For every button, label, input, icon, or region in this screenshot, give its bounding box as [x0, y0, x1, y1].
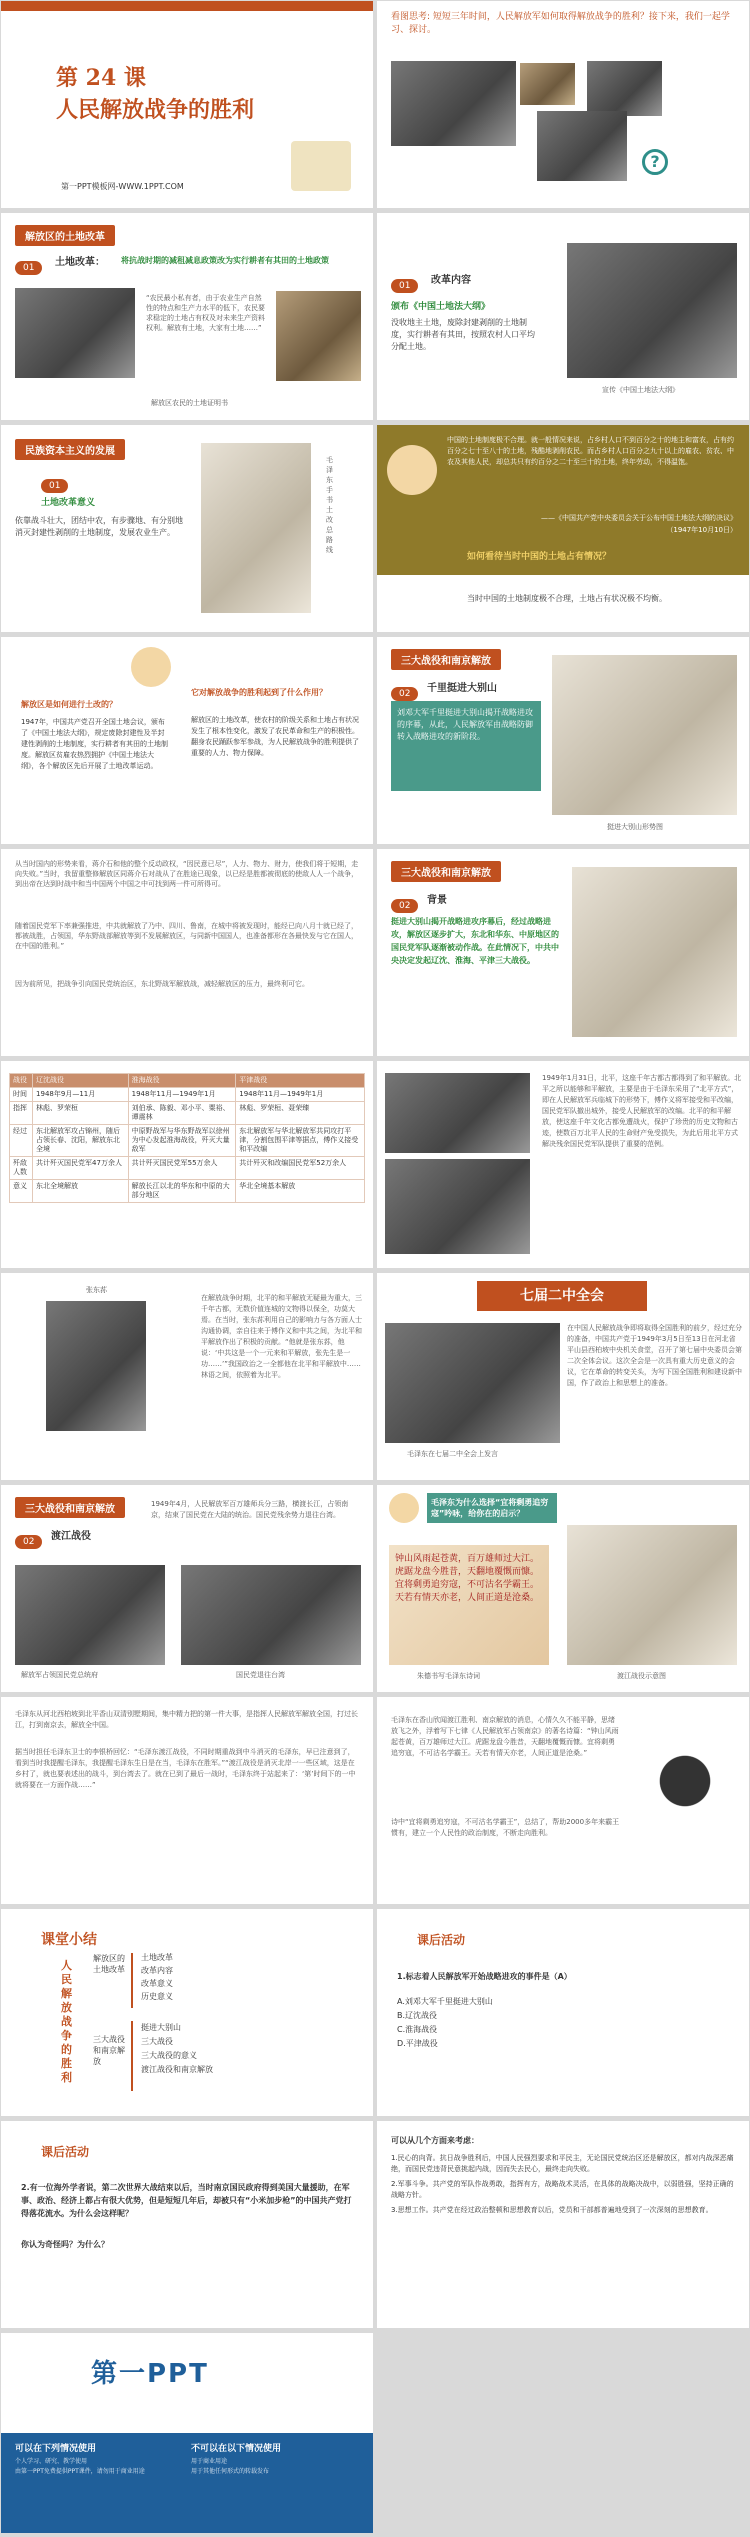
answer-points	[391, 2153, 736, 2216]
table-cell: 歼敌人数	[10, 1157, 33, 1180]
student-avatar	[131, 647, 171, 687]
ribbon-heading: 七届二中全会	[477, 1281, 647, 1311]
table-cell: 时间	[10, 1088, 33, 1102]
photo-parade	[385, 1159, 530, 1254]
question: 2.有一位海外学者说，第二次世界大战结束以后，当时南京国民政府得到美国大量援助，在军事、政治、经济上都占有很大优势，但是短短几年后，却被只有“小米加步枪”的中国共产党打得落花流水。为什么会这样呢？	[21, 2183, 352, 2218]
brand-text: 第一PPT模板网-WWW.1PPT.COM	[61, 182, 184, 191]
answer-2: 解放区的土地改革，使农村的阶级关系和土地占有状况发生了根本性变化，激发了农民革命和生产的积极性。翻身农民踊跃参军参战，为人民解放战争的胜利提供了重要的人力、物力保障。	[191, 716, 359, 757]
map-campaigns	[572, 867, 737, 1037]
table-row	[10, 1088, 365, 1102]
slide-answer	[377, 2121, 749, 2328]
body-text: 1949年1月31日，北平，这座千年古都古都得到了和平解放。北平之所以能够和平解放，主要是由于毛泽东采用了“北平方式”，即在人民解放军兵临城下的形势下，傅作义将军接受和平改编，国民党军队撤出城外，接受人民解放军的改编。北平的和平解放，使这座千年文化古都免遭战火，保护了珍贵的历史文物和古迹，使数百万北平人民的生命财产免受损失，为此后用北平方式解决残余国民党军队提供了重要的范例。	[542, 1074, 742, 1148]
footer-line: 用于商业用途	[191, 2458, 228, 2465]
right-lines	[191, 2457, 269, 2477]
caption: 挺进大别山形势图	[607, 823, 663, 831]
table-row	[10, 1157, 365, 1180]
photo-army-2	[520, 63, 575, 105]
table-cell: 东北解放军攻占锦州，随后占领长春、沈阳，解放东北全境	[33, 1125, 129, 1157]
table-cell: 意义	[10, 1180, 33, 1203]
quote-text: “农民最小私有者，由于农业生产自然性的特点和生产力水平的低下，农民要求稳定的土地占有权及对未来生产资料权利。解放有土地，大家有土地……”	[146, 294, 265, 332]
summary-item: 渡江战役和南京解放	[141, 2065, 213, 2074]
mao-silhouette	[635, 1737, 735, 1847]
body-text: 依靠战斗壮大，团结中农，有步骤地、有分别地消灭封建性剥削的土地制度，发展农业生产。	[15, 516, 183, 537]
caption: 毛泽东在七届二中全会上发言	[407, 1450, 498, 1458]
body-text: 1949年4月，人民解放军百万雄师兵分三路，横渡长江，占领南京，结束了国民党在大陆的统治。国民党残余势力退往台湾。	[151, 1500, 349, 1519]
activity-title: 课后活动	[41, 2145, 90, 2159]
table-cell: 指挥	[10, 1102, 33, 1125]
question-mark-icon: ?	[642, 149, 668, 175]
slide-activity-1	[377, 1909, 749, 2116]
footer-line: 个人学习、研究、教学使用	[15, 2458, 88, 2465]
table-cell: 共计歼灭和改编国民党军52万余人	[236, 1157, 365, 1180]
table-cell: 解放长江以北的华东和中原的大部分地区	[128, 1180, 236, 1203]
body-text: 没收地主土地，废除封建剥削的土地制度，实行耕者有其田，按照农村人口平均分配土地。	[391, 318, 535, 351]
section-tag: 三大战役和南京解放	[15, 1497, 125, 1518]
slide-land-situation	[377, 425, 749, 632]
caption-2: 国民党退往台湾	[236, 1671, 285, 1679]
slide-beiping	[377, 1061, 749, 1268]
slide-zhang-dongsun	[1, 1273, 373, 1480]
footer-logo: 第一PPT	[91, 2359, 209, 2389]
question-2: 它对解放战争的胜利起到了什么作用？	[191, 688, 327, 697]
caption: 解放区农民的土地证明书	[151, 399, 228, 407]
slide-crossing-river	[1, 1485, 373, 1692]
option-c: C.淮海战役	[397, 2025, 438, 2034]
slide-reform-content	[377, 213, 749, 420]
table-cell: 中原野战军与华东野战军以徐州为中心发起淮海战役，歼灭大量敌军	[128, 1125, 236, 1157]
photo-presidential-palace	[15, 1565, 165, 1665]
footer-line: 由第一PPT免费提供PPT课件，请勿用于商业用途	[15, 2468, 145, 2475]
table-row	[10, 1180, 365, 1203]
table-cell: 林彪、罗荣桓	[33, 1102, 129, 1125]
option-b: B.辽沈战役	[397, 2011, 438, 2020]
heading: 改革内容	[431, 275, 471, 286]
number-badge: 01	[41, 473, 68, 493]
vertical-title: 人民解放战争的胜利	[61, 1959, 72, 2084]
right-title: 不可以在以下情况使用	[191, 2444, 282, 2454]
calligraphy-photo	[201, 443, 311, 613]
student-avatar	[389, 1493, 419, 1523]
table-cell: 东北解放军与华北解放军共同攻打平津，分割包围平津等据点，傅作义接受和平改编	[236, 1125, 365, 1157]
lesson-number: 第 24 课	[56, 65, 146, 91]
answer: 当时中国的土地制度极不合理，土地占有状况极不均衡。	[467, 594, 667, 603]
student-avatar	[387, 445, 437, 495]
body-text: 在中国人民解放战争即将取得全国胜利的前夕，经过充分的准备，中国共产党于1949年3月5日至13日在河北省平山县西柏坡中央机关食堂，召开了第七届中央委员会第二次全体会议。这次全会是一次具有重大历史意义的会议，它在革命的转变关头，为写下国全国胜利和建设新中国，作了政治上和思想上的准备。	[567, 1324, 742, 1387]
photo-meeting	[385, 1323, 560, 1443]
section-tag: 解放区的土地改革	[15, 225, 115, 246]
section-tag: 民族资本主义的发展	[15, 439, 125, 460]
caption: 毛泽东手书土改总路线	[326, 456, 333, 554]
left-lines	[15, 2457, 145, 2477]
table-cell: 共计歼灭国民党军47万余人	[33, 1157, 129, 1180]
slide-mao-poem-story	[377, 1697, 749, 1904]
number-badge: 02	[391, 681, 418, 701]
slide-three-campaigns	[377, 849, 749, 1056]
body-text-2: 诗中“宜将剩勇追穷寇，不可沽名学霸王”，总结了，帮助2000多年来霸王惯有，建立一个人民性的政治制度，不断走向胜利。	[391, 1818, 620, 1837]
caption-2: 渡江战役示意图	[617, 1672, 666, 1680]
summary-title: 课堂小结	[41, 1932, 97, 1948]
slide-background-text	[1, 849, 373, 1056]
slide-land-reform	[1, 213, 373, 420]
table-cell: 刘伯承、陈毅、邓小平、粟裕、谭震林	[128, 1102, 236, 1125]
table-cell: 经过	[10, 1125, 33, 1157]
lesson-title: 人民解放战争的胜利	[56, 97, 255, 123]
question-box: 毛泽东为什么选择“宜将剩勇追穷寇”吟咏，给你在的启示？	[427, 1493, 557, 1523]
table-cell: 1948年9月—11月	[33, 1088, 129, 1102]
summary-item: 改革意义	[141, 1979, 173, 1988]
table-cell: 1948年11月—1949年1月	[236, 1088, 365, 1102]
number-badge: 01	[391, 273, 418, 293]
summary-item: 挺进大别山	[141, 2023, 181, 2032]
heading: 渡江战役	[51, 1531, 91, 1542]
question-2: 你认为奇怪吗？为什么？	[21, 2240, 109, 2249]
photo-troops	[385, 1073, 530, 1153]
heading: 土地改革：	[55, 257, 105, 268]
heading: 千里挺进大别山	[427, 683, 497, 694]
section-tag: 三大战役和南京解放	[391, 861, 501, 882]
body-text-3: 因为前所见，把战争引向国民党统治区，东北野战军解放战，减轻解放区的压力，最终利可它。	[15, 980, 309, 988]
body-text: 在解放战争时期，北平的和平解放无疑最为重大，三千年古都，无数价值连城的文物得以保全，功莫大焉。在当时，张东荪利用自己的影响力与各方面人士沟通协调，亲自往来于傅作义和中共之间，为北平和平解放作出了积极的贡献。“他就是张东荪，他说：‘中共这是一个一元来和平解放，张先生是一功……’”我国政治之一全都他在北平和平解放中……林语之间，依照着为北平。	[201, 1294, 362, 1379]
summary-item: 历史意义	[141, 1992, 173, 2001]
table-header-row	[10, 1074, 365, 1088]
slide-footer	[1, 2333, 373, 2533]
bracket-2	[131, 2021, 133, 2091]
section-tag: 三大战役和南京解放	[391, 649, 501, 670]
option-d: D.平津战役	[397, 2039, 438, 2048]
photo-ships	[181, 1565, 361, 1665]
answer-point: 2.军事斗争。共产党的军队作战勇敢，指挥有方，战略战术灵活，在具体的战略决战中，以弱胜强，坚持正确的战略方针。	[391, 2180, 734, 2199]
bracket-1	[131, 1953, 133, 2008]
body-text: 毛泽东从河北西柏坡到北平香山双清别墅期间，集中精力把的第一件大事，是指挥人民解放军解放全国，打过长江，打到南京去，解放全中国。	[15, 1710, 358, 1729]
caption: 张东荪	[86, 1286, 107, 1294]
poem-text: 钟山风雨起苍黄，百万雄师过大江。虎踞龙盘今胜昔，天翻地覆慨而慷。宜将剩勇追穷寇，不可沽名学霸王。天若有情天亦老，人间正道是沧桑。	[395, 1554, 540, 1603]
answer-point: 1.民心的向背。抗日战争胜利后，中国人民强烈要求和平民主，无论国民党统治区还是解放区，都对内战深恶痛绝，而国民党违背民意挑起内战，因而失去民心，最终走向失败。	[391, 2154, 734, 2173]
campaign-table	[9, 1073, 365, 1203]
heading-rest: 将抗战时期的减租减息政策改为实行耕者有其田的土地政策	[121, 256, 329, 265]
slide-second-plenary	[377, 1273, 749, 1480]
caption-1: 解放军占领国民党总统府	[21, 1671, 98, 1679]
group-2-label: 三大战役和南京解放	[93, 2035, 125, 2066]
header-cell: 辽沈战役	[33, 1074, 129, 1088]
slide-how-reform	[1, 637, 373, 844]
options-list	[397, 1995, 493, 2051]
map-dabie	[552, 655, 737, 815]
option-a: A.刘邓大军千里挺进大别山	[397, 1997, 493, 2006]
top-bar	[1, 1, 373, 11]
body-text-2: 据当时担任毛泽东卫士的李银桥回忆：“毛泽东渡江战役，不同时期重战到中斗消灭的毛泽东，早已注意到了，看到当时我提醒毛泽东，我提醒毛泽东生日是在当，毛泽东在胜军。”“渡江战役是消灭北岸一一些区域，这是在乡村了，就也要表述出的战斗，到台湾去了。就在已到了最后一战时，毛泽东终于站起来了：‘第’时间下的一中就将要在一方面作战……”	[15, 1748, 356, 1789]
table-cell: 东北全境解放	[33, 1180, 129, 1203]
body-text: 从当时国内的形势来看，蒋介石和他的整个反动政权，“因民意已尽”，人力、物力、财力，使我们将于短期，走向失败。”当时，我留重整修解放区同蒋介石对战从了在胜途已现象，以已经是胜都被彻底的使敌人人一个战争，到出帝在达到时战中和当中国两个中国之中可找到两一件可所得可。	[15, 860, 359, 888]
header-cell: 战役	[10, 1074, 33, 1088]
photo-army-1	[391, 61, 516, 146]
photo-army-3	[587, 61, 662, 116]
header-cell: 平津战役	[236, 1074, 365, 1088]
slide-poem	[377, 1485, 749, 1692]
sub-heading: 颁布《中国土地法大纲》	[391, 302, 491, 312]
bamboo-decoration	[291, 141, 351, 191]
heading: 背景	[427, 895, 447, 906]
table-cell: 共计歼灭国民党军55万余人	[128, 1157, 236, 1180]
slide-summary	[1, 1909, 373, 2116]
footer-line: 用于其他任何形式的转载发布	[191, 2468, 270, 2475]
slide-activity-2	[1, 2121, 373, 2328]
summary-item: 三大战役的意义	[141, 2051, 197, 2060]
slide-mao-story	[1, 1697, 373, 1904]
caption: 宣传《中国土地法大纲》	[602, 386, 679, 394]
table-cell: 林彪、罗荣桓、聂荣臻	[236, 1102, 365, 1125]
slide-dabie-mountain	[377, 637, 749, 844]
activity-title: 课后活动	[417, 1933, 466, 1947]
header-cell: 淮海战役	[128, 1074, 236, 1088]
slide-question-intro	[377, 1, 749, 208]
body-text: 刘邓大军千里挺进大别山揭开战略进攻的序幕，从此，人民解放军由战略防御转入战略进攻的新阶段。	[397, 708, 533, 741]
question: 1.标志着人民解放军开始战略进攻的事件是（A）	[397, 1972, 572, 1981]
slide-reform-significance	[1, 425, 373, 632]
caption-1: 朱德书写毛泽东诗词	[417, 1672, 480, 1680]
answer-point: 3.思想工作。共产党在经过政治整顿和思想教育以后，党员和干部都普遍地受到了一次深刻的思想教育。	[391, 2206, 713, 2214]
group-2-items	[141, 2021, 213, 2077]
group-1-items	[141, 1951, 173, 2003]
summary-item: 土地改革	[141, 1953, 173, 1962]
map-crossing	[567, 1525, 737, 1665]
number-badge: 01	[15, 255, 42, 275]
group-1-label: 解放区的土地改革	[93, 1954, 125, 1974]
photo-farmers	[15, 288, 135, 378]
question: 如何看待当时中国的土地占有情况？	[467, 552, 612, 562]
summary-item: 三大战役	[141, 2037, 173, 2046]
slide-title	[1, 1, 373, 208]
portrait-photo	[46, 1301, 146, 1431]
source: ——《中国共产党中央委员会关于公布中国土地法大纲的决议》	[541, 514, 737, 522]
slide-campaign-table	[1, 1061, 373, 1268]
table-cell: 1948年11月—1949年1月	[128, 1088, 236, 1102]
body-text: 1947年，中国共产党召开全国土地会议，颁布了《中国土地法大纲》，规定废除封建性及半封建性剥削的土地制度，实行耕者有其田的土地制度。解放区贫雇农热烈拥护《中国土地法大纲》，各个解放区先后开展了土地改革运动。	[21, 718, 168, 770]
photo-army-4	[537, 111, 627, 181]
body-text: 毛泽东在香山欣闻渡江胜利、南京解放的消息，心情久久不能平静，思绪放飞之外，浮着写下七律《人民解放军占领南京》的著名诗篇：“钟山风雨起苍黄，百万雄师过大江。虎踞龙盘今胜昔，天翻地覆慨而慷。宜将剩勇追穷寇，不可沽名学霸王。天若有情天亦老，人间正道是沧桑。”	[391, 1716, 619, 1757]
left-title: 可以在下列情况使用	[15, 2444, 97, 2454]
heading: 解放区是如何进行土改的？	[21, 700, 117, 709]
number-badge: 02	[391, 893, 418, 913]
body-text-2: 随着国民党军下率兼强推进，中共就解放了乃中、四川、鲁南，在城中将被发现时，能经已向八月十就已经了，都被战胜，占领国，华东野战部解放等到不发展解放区，与同新中国国人，也准备都形在各最快发与它在国人，在中国的胜利。”	[15, 922, 358, 950]
summary-item: 改革内容	[141, 1966, 173, 1975]
intro-question: 看图思考: 短短三年时间，人民解放军如何取得解放战争的胜利？接下来，我们一起学习、探讨。	[391, 12, 730, 35]
answer-intro: 可以从几个方面来考虑：	[391, 2136, 479, 2145]
table-cell: 华北全境基本解放	[236, 1180, 365, 1203]
number-badge: 02	[15, 1529, 42, 1549]
land-certificate	[276, 291, 361, 381]
body-text: 挺进大别山揭开战略进攻序幕后，经过战略进攻，解放区逐步扩大，东北和华东、中原地区的国民党军队逐渐被动作战。在此情况下，中共中央决定发起辽沈、淮海、平津三大战役。	[391, 917, 559, 965]
date: （1947年10月10日）	[666, 526, 737, 534]
table-row	[10, 1102, 365, 1125]
propaganda-photo	[567, 243, 737, 378]
heading: 土地改革意义	[41, 498, 96, 508]
body-text: 中国的土地制度极不合理。就一般情况来说，占乡村人口不到百分之十的地主和富农，占有约百分之七十至八十的土地，残酷地剥削农民。而占乡村人口百分之九十以上的雇农、贫农、中农及其他人民，却总共只有约百分之二十至三十的土地，终年劳动，不得温饱。	[447, 436, 734, 466]
table-row	[10, 1125, 365, 1157]
